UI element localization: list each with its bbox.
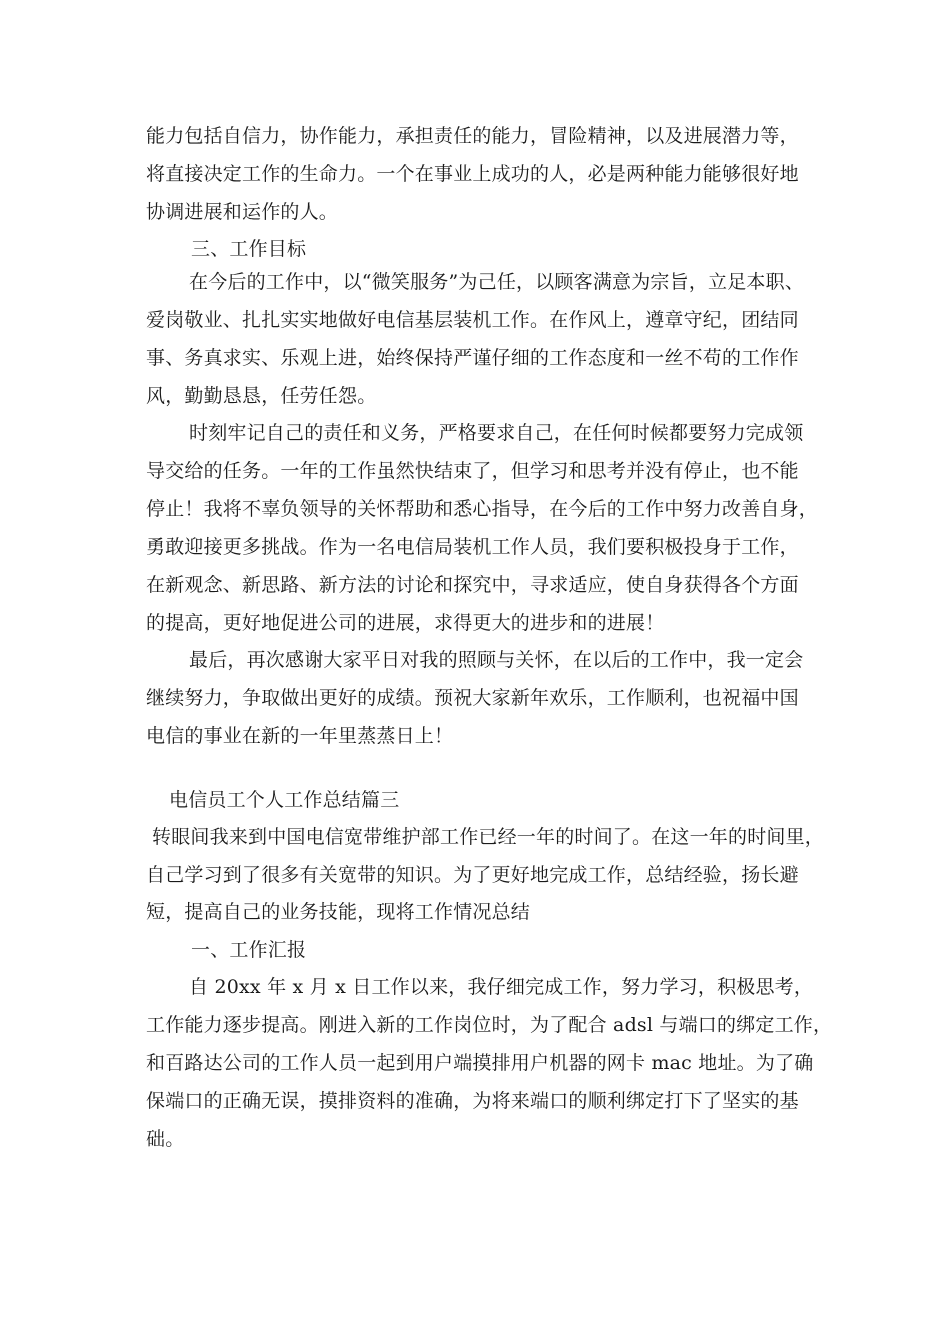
text-line: 停止！我将不辜负领导的关怀帮助和悉心指导，在今后的工作中努力改善自身，: [146, 498, 819, 520]
text-line: 勇敢迎接更多挑战。作为一名电信局装机工作人员，我们要积极投身于工作，: [146, 536, 799, 558]
text-line: 础。: [146, 1128, 185, 1150]
text-line: 保端口的正确无误，摸排资料的准确，为将来端口的顺利绑定打下了坚实的基: [146, 1090, 799, 1112]
text-line: 在新观念、新思路、新方法的讨论和探究中，寻求适应，使自身获得各个方面: [146, 574, 799, 596]
text-line: 协调进展和运作的人。: [146, 201, 339, 223]
text-line: 继续努力，争取做出更好的成绩。预祝大家新年欢乐，工作顺利，也祝福中国: [146, 687, 799, 709]
text-line: 和百路达公司的工作人员一起到用户端摸排用户机器的网卡 mac 地址。为了确: [146, 1052, 814, 1074]
text-line: 风，勤勤恳恳，任劳任怨。: [146, 385, 377, 407]
text-line: 在今后的工作中，以“微笑服务”为己任，以顾客满意为宗旨，立足本职、: [189, 271, 805, 293]
text-line: 导交给的任务。一年的工作虽然快结束了，但学习和思考并没有停止，也不能: [146, 460, 799, 482]
text-line: 能力包括自信力，协作能力，承担责任的能力，冒险精神，以及进展潜力等，: [146, 125, 799, 147]
text-line: 爱岗敬业、扎扎实实地做好电信基层装机工作。在作风上，遵章守纪，团结同: [146, 309, 799, 331]
text-line: 自 20xx 年 x 月 x 日工作以来，我仔细完成工作，努力学习，积极思考，: [189, 976, 814, 998]
text-line: 自己学习到了很多有关宽带的知识。为了更好地完成工作，总结经验，扬长避: [146, 864, 799, 886]
section-heading: 三、工作目标: [191, 238, 307, 260]
text-line: 将直接决定工作的生命力。一个在事业上成功的人，必是两种能力能够很好地: [146, 163, 799, 185]
text-line: 转眼间我来到中国电信宽带维护部工作已经一年的时间了。在这一年的时间里，: [152, 826, 825, 848]
text-line: 最后，再次感谢大家平日对我的照顾与关怀，在以后的工作中，我一定会: [189, 649, 804, 671]
text-line: 时刻牢记自己的责任和义务，严格要求自己，在任何时候都要努力完成领: [189, 422, 804, 444]
text-line: 事、务真求实、乐观上进，始终保持严谨仔细的工作态度和一丝不苟的工作作: [146, 347, 799, 369]
text-line: 短，提高自己的业务技能，现将工作情况总结: [146, 901, 531, 923]
text-line: 工作能力逐步提高。刚进入新的工作岗位时，为了配合 adsl 与端口的绑定工作，: [146, 1014, 833, 1036]
text-line: 的提高，更好地促进公司的进展，求得更大的进步和的进展！: [146, 612, 665, 634]
text-line: 电信的事业在新的一年里蒸蒸日上！: [146, 725, 454, 747]
section-heading: 一、工作汇报: [191, 939, 307, 961]
article-title: 电信员工个人工作总结篇三: [169, 789, 400, 811]
